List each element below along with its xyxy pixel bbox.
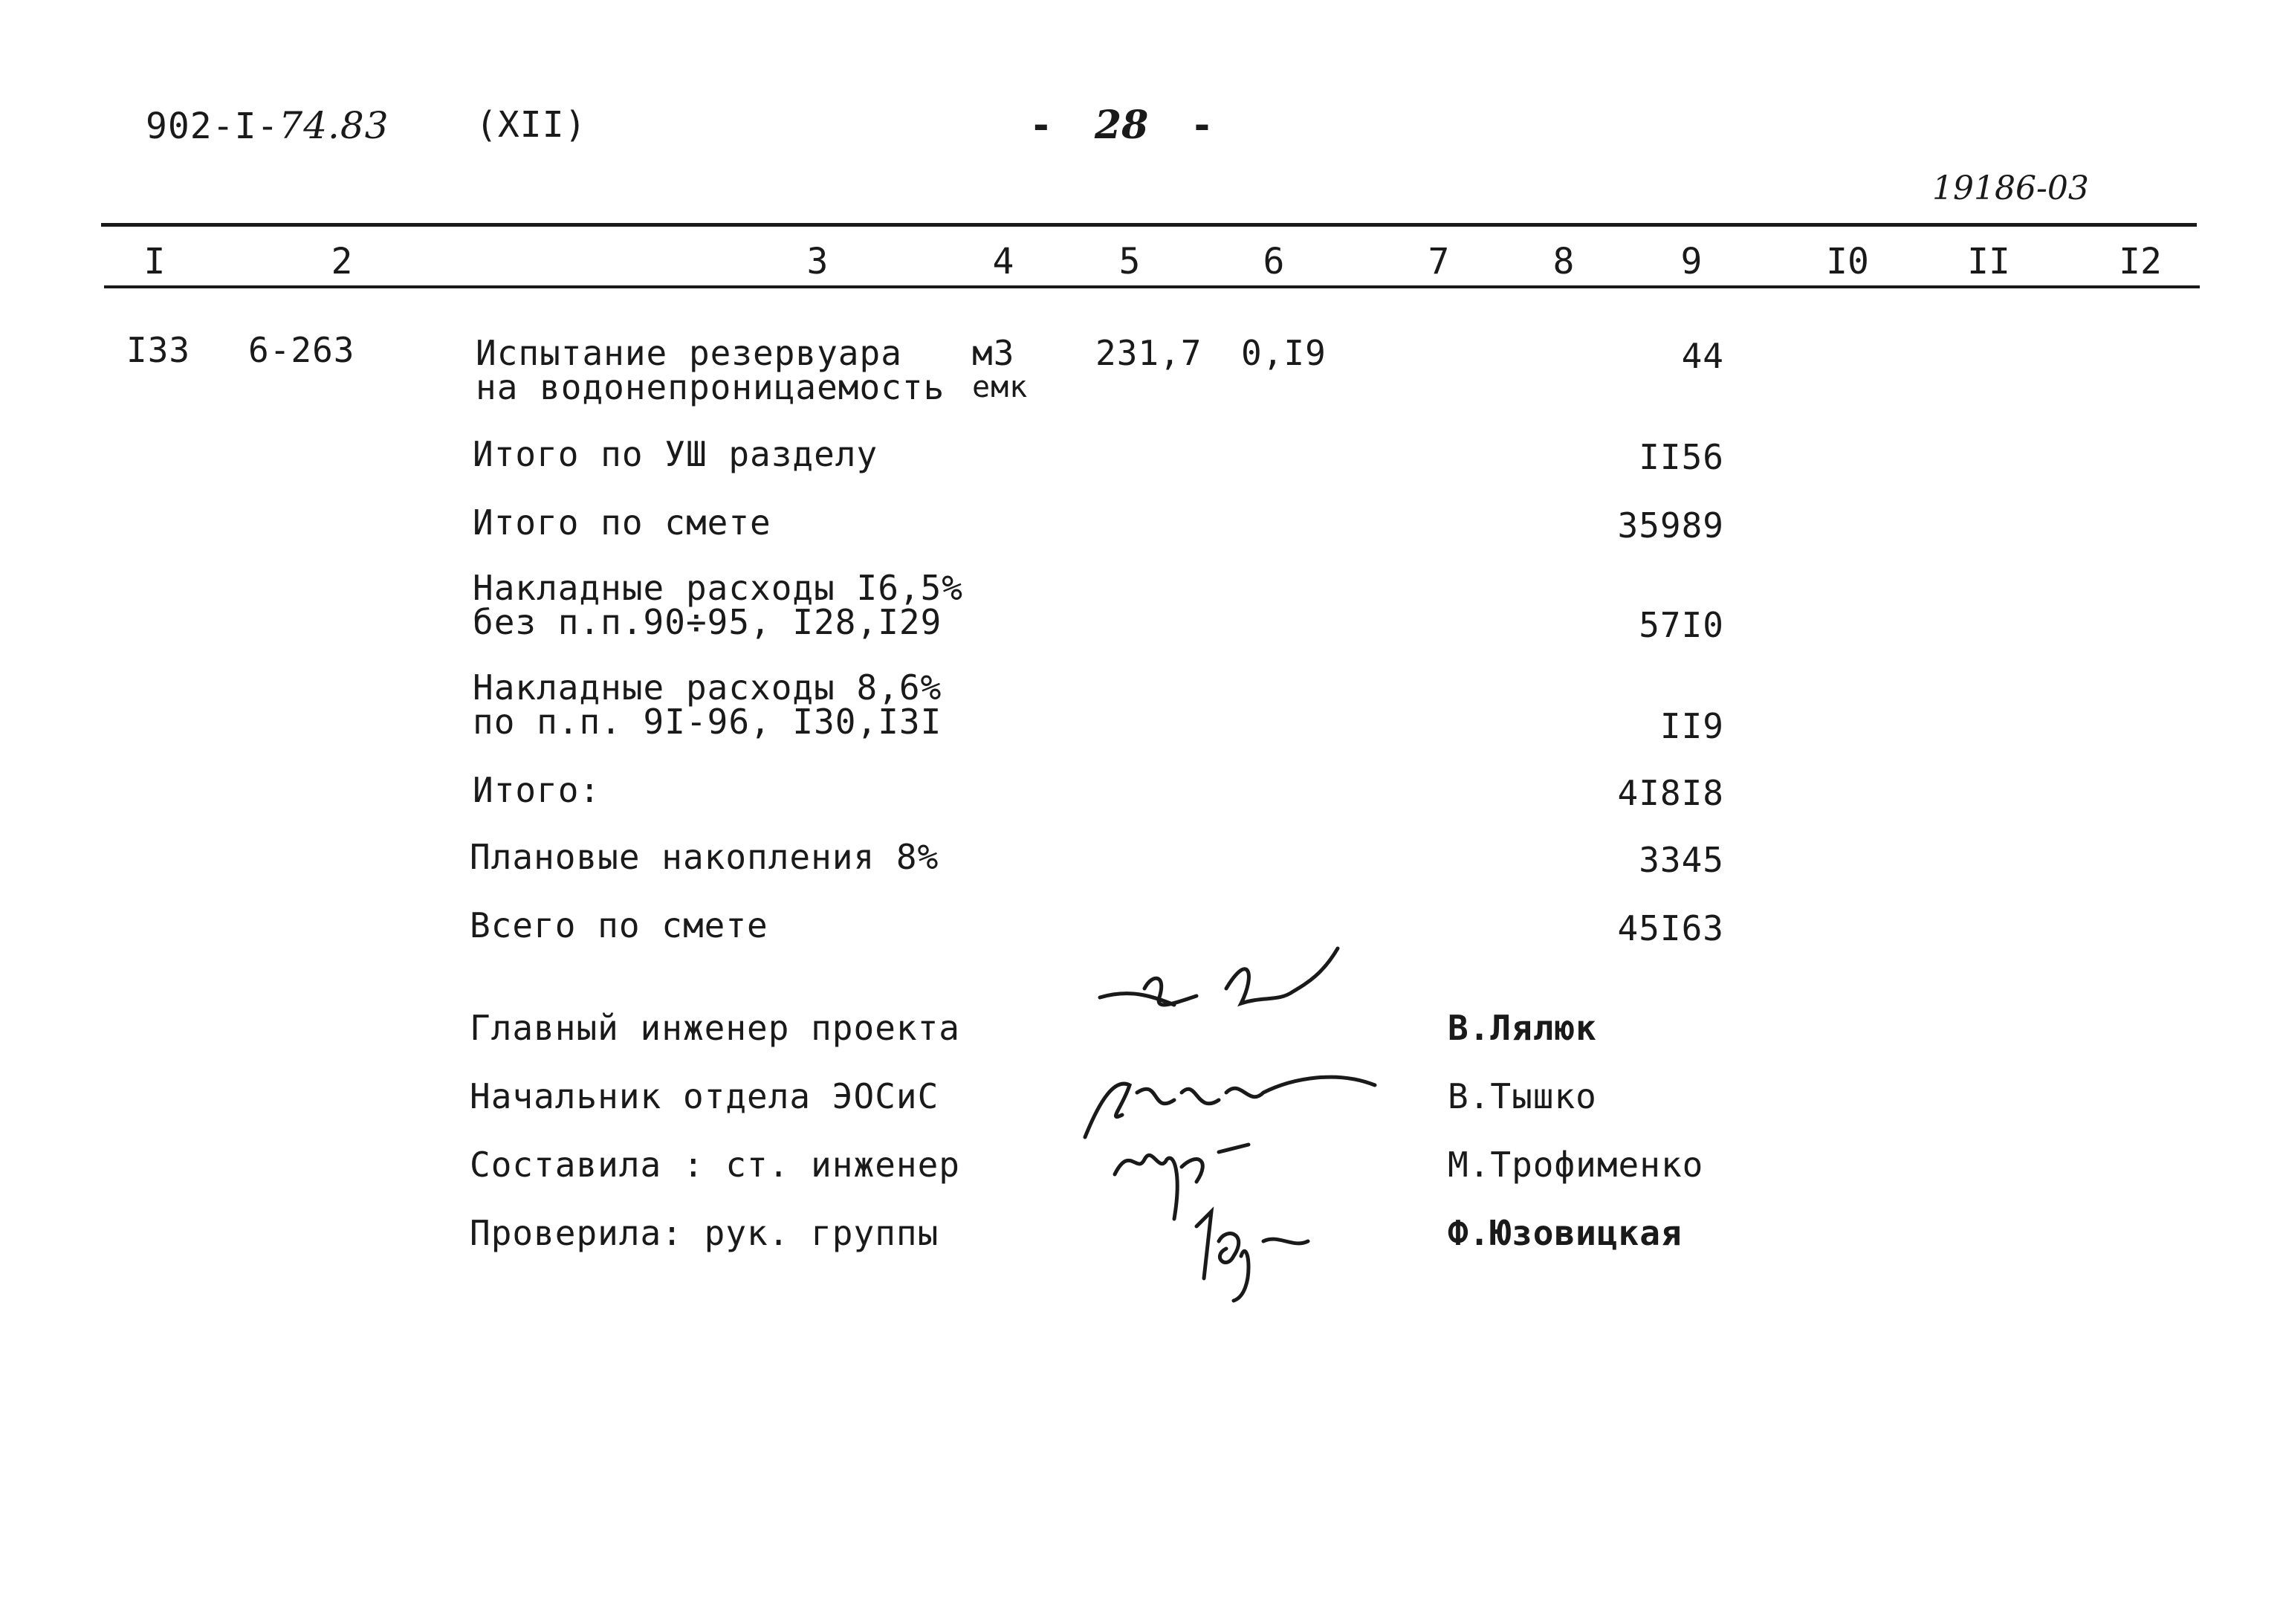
page-number <box>1033 103 1210 148</box>
total-value-estimate: 35989 <box>1617 505 1724 546</box>
col-header-1: I <box>143 241 166 282</box>
overhead-1-value: 57I0 <box>1639 605 1724 645</box>
signature-role-department-head: Начальник отдела ЭОСиС <box>470 1076 939 1116</box>
overhead-2-label-line1: Накладные расходы 8,6% <box>473 667 942 708</box>
overhead-2-value: II9 <box>1659 706 1724 746</box>
doc-code-handwritten: 74.83 <box>279 104 389 147</box>
total-value-section: II56 <box>1639 437 1724 477</box>
planned-savings-label: Плановые накопления 8% <box>470 837 939 877</box>
signature-name-compiler: М.Трофименко <box>1448 1145 1704 1185</box>
total-label-estimate: Итого по смете <box>473 502 771 543</box>
item-code: 6-263 <box>248 330 355 370</box>
col-header-7: 7 <box>1428 241 1450 282</box>
page-dash-right: - <box>1194 103 1211 148</box>
overhead-1-label-line1: Накладные расходы I6,5% <box>473 568 963 608</box>
signature-name-department-head: В.Тышко <box>1448 1076 1597 1116</box>
col-header-2: 2 <box>331 241 353 282</box>
item-price: 0,I9 <box>1241 333 1327 373</box>
signature-name-chief-engineer: В.Лялюк <box>1448 1008 1597 1048</box>
grand-total-label: Всего по смете <box>470 905 768 945</box>
item-number: I33 <box>126 330 191 370</box>
col-header-12: I2 <box>2119 241 2162 282</box>
col-header-8: 8 <box>1552 241 1575 282</box>
inventory-number: 19186-03 <box>1932 169 2089 207</box>
planned-savings-value: 3345 <box>1639 840 1724 880</box>
item-total: 44 <box>1681 336 1724 376</box>
page-dash-left: - <box>1033 103 1049 148</box>
signature-scribble-1 <box>1100 944 1353 1033</box>
section-label: (XII) <box>476 104 587 146</box>
signature-scribble-4 <box>1182 1197 1330 1301</box>
doc-code <box>146 104 389 147</box>
col-header-4: 4 <box>992 241 1014 282</box>
signature-role-checker: Проверила: рук. группы <box>470 1213 939 1253</box>
page-number-value: 28 <box>1094 103 1149 148</box>
item-name-line1: Испытание резервуара <box>476 333 902 373</box>
signature-name-checker: Ф.Юзовицкая <box>1448 1213 1683 1253</box>
table-header-rule <box>104 285 2200 288</box>
col-header-11: II <box>1967 241 2010 282</box>
col-header-9: 9 <box>1680 241 1703 282</box>
signature-role-compiler: Составила : ст. инженер <box>470 1145 960 1185</box>
item-name-line2: на водонепроницаемость <box>476 367 945 407</box>
col-header-5: 5 <box>1118 241 1141 282</box>
subtotal-label: Итого: <box>473 770 601 810</box>
col-header-10: I0 <box>1826 241 1869 282</box>
item-name <box>476 333 945 407</box>
total-label-section: Итого по УШ разделу <box>473 434 878 474</box>
item-unit-line1: м3 <box>972 333 1015 373</box>
item-unit-line2: емк <box>972 370 1029 404</box>
overhead-2-label <box>473 667 942 742</box>
doc-code-typed: 902-I- <box>146 106 279 147</box>
grand-total-value: 45I63 <box>1617 908 1724 948</box>
subtotal-value: 4I8I8 <box>1617 773 1724 813</box>
table-top-rule <box>101 223 2197 227</box>
item-quantity: 231,7 <box>1095 333 1202 373</box>
overhead-1-label-line2: без п.п.90÷95, I28,I29 <box>473 602 942 642</box>
col-header-3: 3 <box>806 241 829 282</box>
signature-role-chief-engineer: Главный инженер проекта <box>470 1008 960 1048</box>
overhead-1-label <box>473 568 963 642</box>
item-unit <box>972 333 1029 404</box>
col-header-6: 6 <box>1263 241 1285 282</box>
overhead-2-label-line2: по п.п. 9I-96, I30,I3I <box>473 702 942 742</box>
